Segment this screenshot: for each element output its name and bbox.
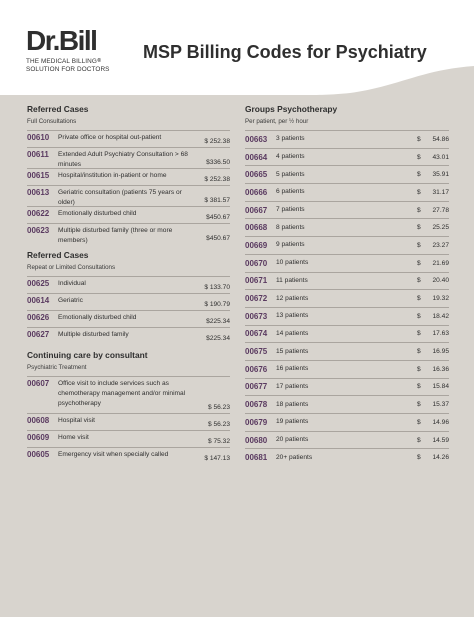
code-row: [27, 376, 230, 413]
billing-code: 00669: [245, 240, 268, 250]
section-1: [27, 250, 230, 344]
fee-amount: [417, 295, 449, 302]
fee-value: 15.37: [432, 401, 449, 409]
code-description: Multiple disturbed family: [58, 331, 129, 338]
fee-amount: [417, 383, 449, 390]
registered-mark: ®: [97, 58, 102, 64]
fee-value: 14.26: [432, 454, 449, 462]
billing-code: 00681: [245, 453, 268, 463]
billing-code: 00623: [27, 226, 50, 235]
code-row: [245, 289, 449, 307]
fee-value: 27.78: [432, 206, 449, 214]
code-description: Geriatric consultation (patients 75 years or older): [58, 189, 182, 206]
currency-symbol: $: [417, 383, 421, 391]
fee-amount: [417, 242, 449, 249]
fee-value: 18.42: [432, 312, 449, 320]
billing-code: 00676: [245, 364, 268, 374]
billing-code: 00674: [245, 329, 268, 339]
currency-symbol: $: [417, 259, 421, 267]
fee-value: 19.32: [432, 295, 449, 303]
currency-symbol: $: [417, 206, 421, 214]
code-description: 19 patients: [276, 418, 309, 426]
code-description: Emotionally disturbed child: [58, 314, 137, 321]
fee-amount: [417, 454, 449, 461]
billing-code: 00625: [27, 279, 50, 288]
fee-value: 14.59: [432, 436, 449, 444]
logo: [26, 26, 110, 74]
billing-code: 00667: [245, 205, 268, 215]
code-description: 6 patients: [276, 188, 305, 196]
currency-symbol: $: [417, 454, 421, 462]
section-2: [27, 350, 230, 464]
code-description: 17 patients: [276, 382, 309, 390]
billing-code: 00673: [245, 311, 268, 321]
billing-code: 00677: [245, 382, 268, 392]
code-description: Extended Adult Psychiatry Consultation > 68 minutes: [58, 151, 188, 168]
billing-code: 00626: [27, 313, 50, 322]
billing-code: 00613: [27, 188, 50, 197]
billing-code: 00611: [27, 150, 49, 159]
billing-code: 00605: [27, 450, 50, 459]
code-row: [245, 218, 449, 236]
fee-amount: $ 56.23: [208, 421, 230, 428]
tagline-line-2: SOLUTION FOR DOCTORS: [26, 66, 110, 73]
fee-amount: $ 133.70: [204, 284, 230, 291]
code-row: [245, 254, 449, 272]
currency-symbol: $: [417, 312, 421, 320]
code-row: [27, 293, 230, 310]
code-row: [27, 223, 230, 244]
fee-amount: $ 252.38: [204, 138, 230, 145]
fee-value: 15.84: [432, 383, 449, 391]
billing-code: 00678: [245, 400, 268, 410]
billing-code: 00608: [27, 416, 50, 425]
page-title: MSP Billing Codes for Psychiatry: [143, 42, 427, 62]
code-row: [27, 185, 230, 206]
section-subtitle: Full Consultations: [27, 118, 77, 125]
code-description: 7 patients: [276, 206, 305, 214]
fee-value: 35.91: [432, 171, 449, 179]
billing-code: 00668: [245, 223, 268, 233]
billing-code: 00665: [245, 170, 268, 180]
currency-symbol: $: [417, 277, 421, 285]
billing-code: 00671: [245, 276, 268, 286]
section-subtitle: Per patient, per ½ hour: [245, 118, 309, 125]
code-row: [27, 168, 230, 185]
code-row: [245, 165, 449, 183]
code-row: [27, 130, 230, 147]
code-row: [245, 272, 449, 290]
section-subtitle: Psychiatric Treatment: [27, 364, 87, 371]
billing-code: 00607: [27, 379, 50, 388]
fee-amount: [417, 277, 449, 284]
billing-code: 00666: [245, 187, 268, 197]
code-description: Home visit: [58, 434, 89, 441]
billing-code: 00610: [27, 133, 50, 142]
code-description: Multiple disturbed family (three or more members): [58, 227, 173, 244]
code-row: [245, 183, 449, 201]
right-column: [245, 104, 449, 466]
fee-value: 54.86: [432, 135, 449, 143]
fee-amount: $225.34: [206, 335, 230, 342]
code-description: 5 patients: [276, 170, 305, 178]
code-description: Emotionally disturbed child: [58, 210, 137, 217]
logo-text: Dr.Bill: [26, 25, 97, 56]
fee-amount: $225.34: [206, 318, 230, 325]
currency-symbol: $: [417, 365, 421, 373]
fee-value: 31.17: [432, 188, 449, 196]
code-row: [245, 431, 449, 449]
code-row: [245, 413, 449, 431]
currency-symbol: $: [417, 153, 421, 161]
fee-value: 20.40: [432, 277, 449, 285]
fee-amount: $ 381.57: [204, 197, 230, 204]
code-row: [245, 236, 449, 254]
code-row: [245, 148, 449, 166]
fee-amount: [417, 437, 449, 444]
code-description: 20 patients: [276, 436, 309, 444]
code-row: [27, 310, 230, 327]
code-row: [245, 130, 449, 148]
fee-amount: [417, 330, 449, 337]
currency-symbol: $: [417, 224, 421, 232]
section-title: Referred Cases: [27, 250, 89, 260]
currency-symbol: $: [417, 330, 421, 338]
left-column: [27, 104, 230, 464]
fee-amount: [417, 207, 449, 214]
code-row: [27, 327, 230, 344]
billing-code: 00675: [245, 347, 268, 357]
code-row: [27, 413, 230, 430]
fee-value: 16.95: [432, 348, 449, 356]
currency-symbol: $: [417, 188, 421, 196]
currency-symbol: $: [417, 348, 421, 356]
fee-value: 43.01: [432, 153, 449, 161]
currency-symbol: $: [417, 436, 421, 444]
code-row: [27, 147, 230, 168]
fee-amount: [417, 154, 449, 161]
code-row: [245, 360, 449, 378]
fee-amount: $ 252.38: [204, 176, 230, 183]
fee-value: 16.36: [432, 365, 449, 373]
code-description: 16 patients: [276, 365, 309, 373]
fee-amount: $450.67: [206, 214, 230, 221]
billing-code: 00614: [27, 296, 50, 305]
code-description: Individual: [58, 280, 86, 287]
fee-amount: $336.50: [206, 159, 230, 166]
fee-amount: [417, 348, 449, 355]
code-description: Hospital visit: [58, 417, 96, 424]
header-band: [0, 0, 474, 100]
fee-value: 23.27: [432, 241, 449, 249]
currency-symbol: $: [417, 135, 421, 143]
section-title: Continuing care by consultant: [27, 350, 148, 360]
fee-amount: [417, 171, 449, 178]
billing-code: 00680: [245, 435, 268, 445]
tagline-line-1: THE MEDICAL BILLING: [26, 58, 97, 65]
code-description: Private office or hospital out-patient: [58, 134, 162, 141]
code-description: 20+ patients: [276, 453, 313, 461]
fee-value: 25.25: [432, 224, 449, 232]
fee-amount: [417, 401, 449, 408]
code-row: [245, 395, 449, 413]
code-row: [245, 342, 449, 360]
code-description: 8 patients: [276, 223, 305, 231]
code-row: [27, 276, 230, 293]
fee-value: 14.96: [432, 418, 449, 426]
code-row: [245, 201, 449, 219]
billing-code: 00622: [27, 209, 50, 218]
fee-amount: [417, 224, 449, 231]
code-description: 4 patients: [276, 153, 305, 161]
fee-amount: [417, 189, 449, 196]
billing-code: 00679: [245, 417, 268, 427]
fee-amount: [417, 260, 449, 267]
currency-symbol: $: [417, 401, 421, 409]
code-row: [245, 448, 449, 466]
code-description: 9 patients: [276, 241, 305, 249]
code-description: Emergency visit when specially called: [58, 451, 169, 458]
billing-code: 00609: [27, 433, 50, 442]
fee-amount: [417, 136, 449, 143]
section-title: Referred Cases: [27, 104, 89, 114]
section-title: Groups Psychotherapy: [245, 104, 338, 114]
fee-amount: $ 75.32: [208, 438, 230, 445]
currency-symbol: $: [417, 418, 421, 426]
billing-code: 00627: [27, 330, 50, 339]
billing-code: 00664: [245, 152, 268, 162]
billing-code: 00670: [245, 258, 268, 268]
code-description: 14 patients: [276, 329, 309, 337]
fee-value: 21.69: [432, 259, 449, 267]
currency-symbol: $: [417, 295, 421, 303]
fee-amount: [417, 366, 449, 373]
code-description: 12 patients: [276, 294, 309, 302]
billing-code: 00615: [27, 171, 50, 180]
fee-amount: [417, 419, 449, 426]
billing-code: 00672: [245, 294, 268, 304]
billing-code: 00663: [245, 134, 268, 144]
code-row: [27, 447, 230, 464]
section-subtitle: Repeat or Limited Consultations: [27, 264, 116, 271]
fee-amount: $450.67: [206, 235, 230, 242]
section-0: [27, 104, 230, 244]
code-description: Office visit to include services such as chemotherapy management and/or minimal psychotherapy: [58, 380, 186, 407]
code-description: 3 patients: [276, 135, 305, 143]
fee-amount: [417, 313, 449, 320]
code-description: Hospital/institution in-patient or home: [58, 172, 167, 179]
fee-amount: $ 56.23: [208, 404, 230, 411]
code-description: Geriatric: [58, 297, 83, 304]
code-row: [27, 206, 230, 223]
code-row: [245, 325, 449, 343]
code-row: [245, 307, 449, 325]
code-row: [27, 430, 230, 447]
code-row: [245, 378, 449, 396]
currency-symbol: $: [417, 171, 421, 179]
code-description: 13 patients: [276, 312, 309, 320]
code-description: 15 patients: [276, 347, 309, 355]
code-description: 11 patients: [276, 276, 308, 284]
currency-symbol: $: [417, 241, 421, 249]
fee-amount: $ 190.79: [204, 301, 230, 308]
fee-value: 17.63: [432, 330, 449, 338]
code-description: 10 patients: [276, 259, 309, 267]
code-description: 18 patients: [276, 400, 309, 408]
fee-amount: $ 147.13: [204, 455, 230, 462]
